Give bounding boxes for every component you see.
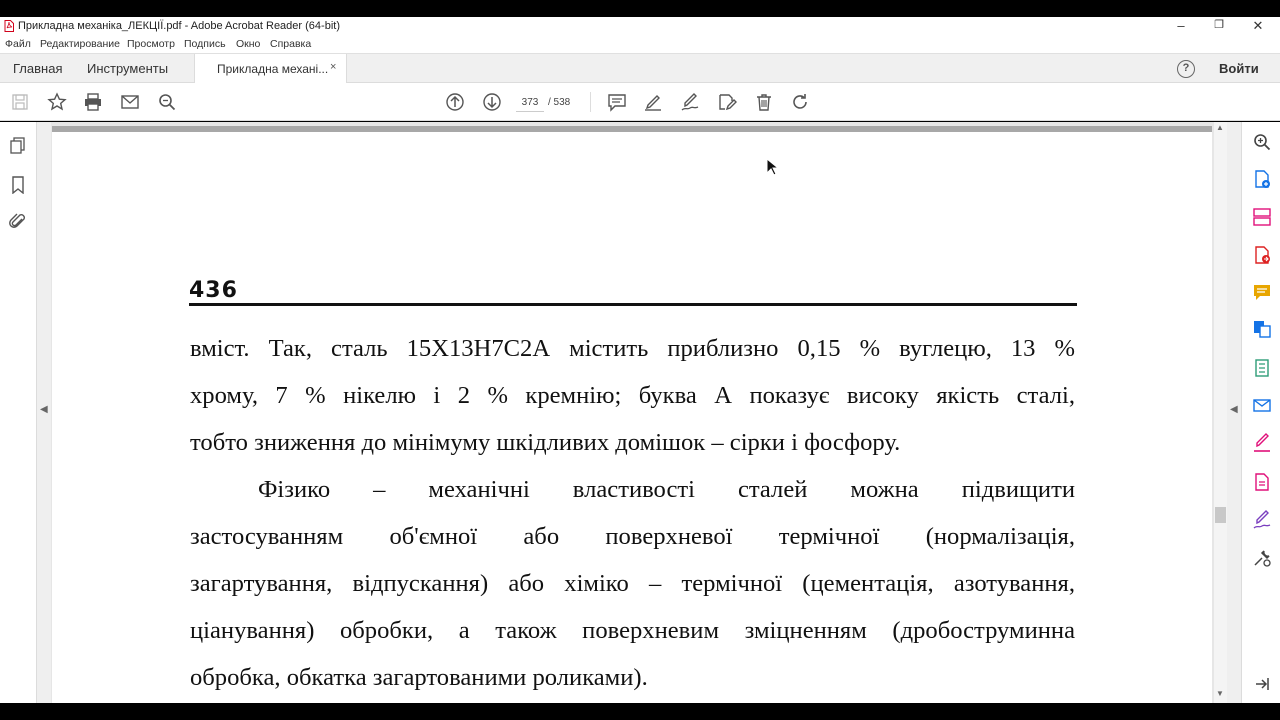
collapse-panel-icon[interactable]	[1252, 674, 1272, 694]
pdf-file-icon	[4, 20, 14, 32]
login-button[interactable]: Войти	[1219, 61, 1259, 76]
compress-pdf-icon[interactable]	[1252, 358, 1272, 378]
save-icon[interactable]	[10, 92, 30, 112]
comment-icon[interactable]	[607, 92, 627, 112]
tab-document[interactable]	[194, 54, 347, 84]
menu-help[interactable]: Справка	[270, 38, 312, 50]
right-tools-panel	[1241, 122, 1280, 703]
toolbar	[0, 83, 1280, 121]
attachments-icon[interactable]	[9, 213, 27, 231]
request-signature-icon[interactable]	[1252, 510, 1272, 530]
combine-files-icon[interactable]	[1252, 319, 1272, 339]
text-line: обробка, обкатка загартованими роликами).	[190, 664, 648, 691]
pages-icon[interactable]	[9, 137, 27, 155]
edit-pdf-icon[interactable]	[1252, 472, 1272, 492]
right-panel-toggle[interactable]	[1227, 122, 1241, 703]
top-black-band	[0, 0, 1280, 17]
toolbar-divider	[590, 92, 591, 112]
restore-button[interactable]: ❐	[1214, 19, 1224, 31]
page-up-icon[interactable]	[445, 92, 465, 112]
scrollbar-thumb[interactable]	[1215, 507, 1226, 523]
page-body-text	[190, 325, 1075, 701]
send-for-review-icon[interactable]	[1252, 395, 1272, 415]
header-rule	[189, 303, 1077, 306]
print-icon[interactable]	[83, 92, 103, 112]
page-number-heading: 436	[189, 278, 238, 303]
window-title: Прикладна механіка_ЛЕКЦІЇ.pdf - Adobe Acrobat Reader (64-bit)	[18, 20, 340, 32]
collapse-left-arrow-icon: ◀	[40, 404, 48, 415]
mouse-pointer-icon	[766, 158, 778, 176]
left-navigation-panel	[0, 122, 37, 703]
tab-home[interactable]: Главная	[13, 61, 63, 76]
document-viewport[interactable]	[51, 122, 1214, 703]
collapse-right-arrow-icon: ◀	[1230, 404, 1238, 415]
text-line: вміст. Так, сталь 15Х13Н7С2А містить приблизно 0,15 % вуглецю, 13 %	[190, 335, 1075, 362]
tab-close-button[interactable]: ×	[330, 61, 337, 73]
vertical-scrollbar[interactable]	[1214, 122, 1227, 703]
menu-bar	[0, 36, 1280, 53]
text-line: Фізико – механічні властивості сталей можна підвищити	[258, 476, 1075, 503]
page-number-input[interactable]: 373	[516, 94, 544, 112]
left-panel-toggle[interactable]	[37, 122, 51, 703]
page-down-icon[interactable]	[482, 92, 502, 112]
tab-document-label: Прикладна механі...	[217, 62, 329, 76]
scroll-down-arrow-icon[interactable]: ▼	[1216, 689, 1224, 698]
export-pdf-icon[interactable]	[1252, 245, 1272, 265]
bookmark-star-icon[interactable]	[47, 92, 67, 112]
email-icon[interactable]	[120, 92, 140, 112]
bookmarks-icon[interactable]	[9, 176, 27, 194]
scroll-up-arrow-icon[interactable]: ▲	[1216, 123, 1224, 132]
highlight-pen-icon[interactable]	[643, 92, 663, 112]
text-line: тобто зниження до мінімуму шкідливих домішок – сірки і фосфору.	[190, 429, 901, 456]
menu-sign[interactable]: Подпись	[184, 38, 226, 50]
zoom-icon[interactable]	[1252, 132, 1272, 152]
create-pdf-icon[interactable]	[1252, 169, 1272, 189]
more-tools-icon[interactable]	[1252, 548, 1272, 568]
minimize-button[interactable]: –	[1177, 18, 1185, 33]
text-line: хрому, 7 % нікелю і 2 % кремнію; буква А показує високу якість сталі,	[190, 382, 1075, 409]
help-button[interactable]: ?	[1177, 60, 1195, 78]
window-titlebar	[0, 17, 1280, 36]
menu-edit[interactable]: Редактирование	[40, 38, 120, 50]
rotate-icon[interactable]	[790, 92, 810, 112]
tab-bar	[0, 53, 1280, 83]
menu-window[interactable]: Окно	[236, 38, 261, 50]
organize-pages-icon[interactable]	[1252, 207, 1272, 227]
text-line: застосуванням об'ємної або поверхневої термічної (нормалізація,	[190, 523, 1075, 550]
tab-tools[interactable]: Инструменты	[87, 61, 169, 76]
edit-icon[interactable]	[717, 92, 737, 112]
delete-icon[interactable]	[754, 92, 774, 112]
comment-tool-icon[interactable]	[1252, 282, 1272, 302]
close-window-button[interactable]: ✕	[1252, 18, 1264, 33]
bottom-black-band	[0, 703, 1280, 720]
text-line: ціанування) обробки, а також поверхневим зміцненням (дробоструминна	[190, 617, 1075, 644]
menu-file[interactable]: Файл	[5, 38, 31, 50]
pdf-page	[52, 126, 1212, 703]
zoom-search-icon[interactable]	[157, 92, 177, 112]
text-line: загартування, відпускання) або хіміко – термічної (цементація, азотування,	[190, 570, 1075, 597]
page-total: / 538	[548, 97, 571, 108]
fill-sign-icon[interactable]	[1252, 433, 1272, 453]
sign-icon[interactable]	[680, 92, 700, 112]
menu-view[interactable]: Просмотр	[127, 38, 175, 50]
